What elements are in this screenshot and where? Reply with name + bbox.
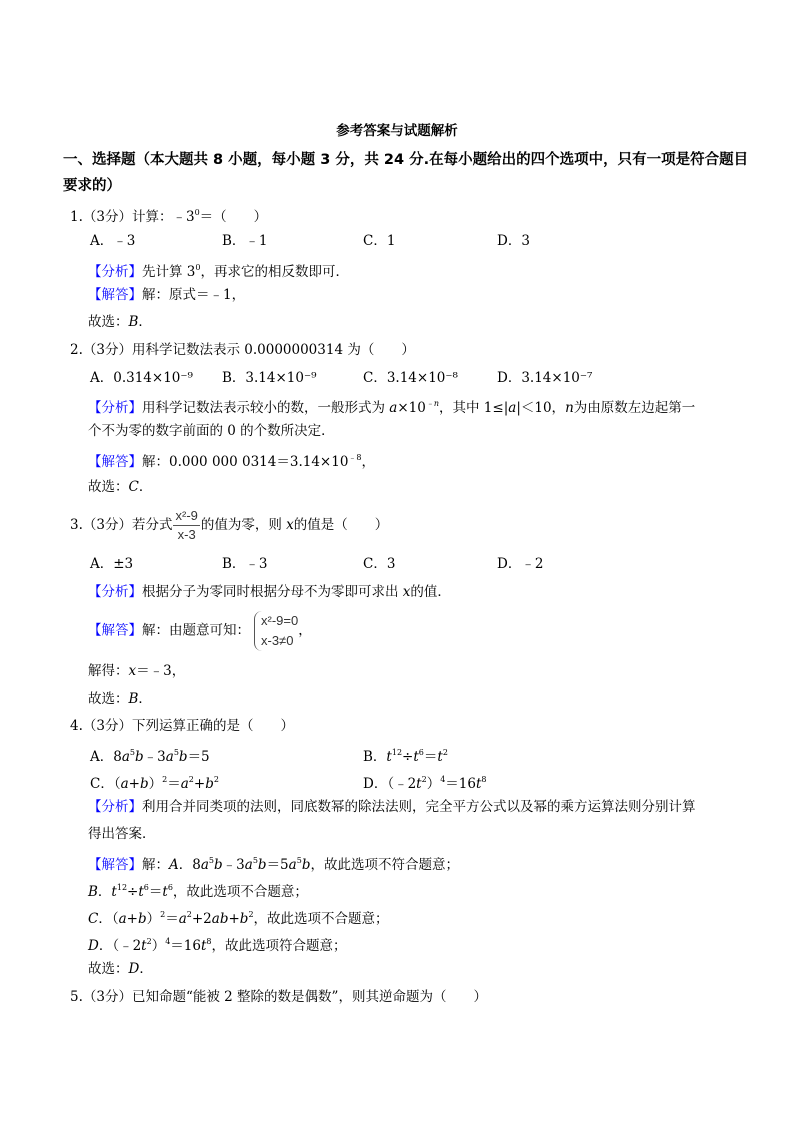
option-b: B．﹣1 (222, 233, 268, 249)
text-segment: ﹣3 (143, 749, 166, 765)
text-segment: t (386, 749, 392, 765)
text-segment: ÷ (402, 749, 414, 765)
text-segment: 利用合并同类项的法则，同底数幂的除法法则，完全平方公式以及幂的乘方运算法则分别计算 (142, 799, 696, 815)
text-segment: t (141, 938, 147, 954)
text-segment: a (121, 749, 130, 765)
option-b: B．﹣3 (222, 556, 268, 572)
text-segment: x (128, 663, 137, 679)
explanation-line (88, 395, 695, 417)
question-stem (70, 988, 487, 1006)
text-segment: x (402, 584, 411, 600)
explanation-line (88, 852, 459, 874)
options-row (70, 555, 720, 573)
text-segment: 故选： (88, 691, 129, 707)
text-segment: 5 (296, 856, 302, 865)
text-segment: 5.（3分）已知命题“能被 2 整除的数是偶数”，则其逆命题为（ ） (70, 989, 487, 1005)
text-segment: D (88, 938, 99, 954)
text-segment: ÷ (127, 884, 139, 900)
text-segment: ） (146, 911, 161, 927)
text-segment: a (389, 400, 398, 416)
option-c: C．3 (363, 556, 396, 572)
text-segment: 4.（3分）下列运算正确的是（ ） (70, 718, 294, 734)
text-segment: 2 (160, 910, 166, 919)
text-segment: a (200, 857, 209, 873)
explanation-line (88, 960, 153, 978)
fraction (173, 507, 199, 544)
text-segment: 为由原数左边起第一 (573, 400, 696, 416)
text-segment: ） (151, 938, 166, 954)
text-segment: a (178, 911, 187, 927)
text-segment: t (437, 749, 443, 765)
text-segment: B (88, 884, 98, 900)
text-segment: 个不为零的数字前面的 0 的个数所决定． (88, 423, 335, 439)
option-c: C．1 (363, 233, 396, 249)
equation: x²-9=0 (261, 613, 299, 628)
text-segment: a (288, 857, 297, 873)
explanation-line (88, 313, 152, 331)
text-segment: 8 (206, 937, 212, 946)
text-segment: 8 (481, 775, 487, 784)
text-segment: 12 (116, 883, 128, 892)
text-segment: B (128, 314, 139, 330)
text-segment: D．（﹣2 (363, 776, 417, 792)
explanation-line (88, 449, 375, 471)
options-row (70, 744, 720, 765)
text-segment: 2 (186, 910, 192, 919)
text-segment: ．（﹣2 (98, 938, 142, 954)
text-segment: 6 (143, 883, 149, 892)
section-label: 【分析】 (88, 400, 142, 416)
text-segment: ﹣8 (348, 453, 362, 462)
text-segment: b (214, 857, 223, 873)
explanation-line (88, 662, 185, 680)
text-segment: ，故此选项不合题意； (253, 911, 389, 927)
options-row (70, 369, 720, 387)
text-segment: 解得： (88, 663, 129, 679)
explanation-line (88, 798, 696, 816)
text-segment: ） (426, 776, 441, 792)
text-segment: b (205, 776, 214, 792)
text-segment: 12 (391, 748, 403, 757)
explanation-line (88, 286, 245, 304)
section-label: 【解答】 (88, 454, 142, 470)
text-segment: 2 (213, 775, 219, 784)
text-segment: ＝5 (187, 749, 210, 765)
text-segment: 一、选择题（本大题共 8 小题，每小题 3 分，共 24 分.在每小题给出的四个选项中，只有一项是符合题目 (63, 152, 749, 168)
options-row (70, 771, 720, 792)
options-row (70, 232, 720, 250)
explanation-line (88, 879, 308, 901)
option-a: A．±3 (90, 556, 134, 572)
text-segment: ． (139, 961, 153, 977)
text-segment: 解： (142, 857, 169, 873)
text-segment: ＝﹣3， (136, 663, 186, 679)
text-segment: + (193, 776, 206, 792)
option-d: D．﹣2 (497, 556, 544, 572)
text-segment: ． (138, 479, 153, 495)
text-segment: ＝16 (445, 776, 476, 792)
text-segment: t (413, 749, 419, 765)
text-segment: ＝（ ） (199, 209, 268, 225)
text-segment: B (128, 691, 139, 707)
option-item (90, 771, 219, 793)
section-label: 【解答】 (88, 622, 142, 639)
section-label: 【分析】 (88, 799, 142, 815)
text-segment: + (128, 776, 140, 792)
option-item (363, 771, 487, 793)
explanation-line (88, 906, 389, 928)
text-segment: b (239, 911, 249, 927)
text-segment: a (244, 857, 253, 873)
explanation-line (88, 583, 451, 601)
section-label: 【分析】 (88, 264, 142, 280)
text-segment: 5 (129, 748, 135, 757)
text-segment: t (200, 938, 207, 954)
text-segment: +2 (191, 911, 212, 927)
text-segment: ×10 (397, 400, 426, 416)
text-segment: ． (138, 314, 152, 330)
option-a: A．0.314×10⁻⁹ (90, 370, 193, 386)
text-segment: ， (298, 622, 312, 639)
text-segment: b (178, 749, 188, 765)
text-segment: n (565, 400, 574, 416)
text-segment: ，故此选项不符合题意； (310, 857, 459, 873)
equation: x-3≠0 (261, 633, 294, 648)
text-segment: + (126, 911, 138, 927)
text-segment: 3.（3分）若分式 (70, 517, 173, 533)
text-segment: ．8 (178, 857, 201, 873)
text-segment: t (416, 776, 422, 792)
text-segment: b (137, 911, 147, 927)
text-segment: ＝ (165, 911, 179, 927)
text-segment: ab (211, 911, 229, 927)
text-segment: 4 (165, 937, 171, 946)
text-segment: 5 (252, 856, 258, 865)
question-stem (70, 717, 294, 735)
text-segment: 2 (188, 775, 194, 784)
text-segment: b (301, 857, 311, 873)
text-segment: ， (361, 454, 375, 470)
text-segment: 0 (194, 208, 200, 217)
text-segment: ﹣3 (222, 857, 245, 873)
section-label: 【解答】 (88, 857, 142, 873)
text-segment: b (257, 857, 267, 873)
text-segment: ﹣n (425, 399, 440, 408)
text-segment: 6 (418, 748, 424, 757)
text-segment: 先计算 3 (142, 264, 196, 280)
section-heading (63, 177, 121, 195)
text-segment: t (475, 776, 482, 792)
text-segment: 故选： (88, 961, 129, 977)
text-segment: ． (97, 884, 112, 900)
text-segment: 4 (440, 775, 446, 784)
text-segment: ，其中 1≤| (439, 400, 509, 416)
text-segment: 故选： (88, 479, 129, 495)
text-segment: ＝ (148, 884, 163, 900)
text-segment: t (162, 884, 168, 900)
question-stem (70, 341, 415, 359)
text-segment: C (88, 911, 99, 927)
text-segment: 根据分子为零同时根据分母不为零即可求出 (142, 584, 403, 600)
text-segment: ＝16 (170, 938, 201, 954)
explanation-line (88, 422, 335, 440)
text-segment: 故选： (88, 314, 129, 330)
text-segment: 2 (442, 748, 448, 757)
page-title: 参考答案与试题解析 (336, 123, 458, 139)
text-segment: 2 (421, 775, 427, 784)
text-segment: A．8 (90, 749, 122, 765)
text-segment: 得出答案． (88, 826, 156, 842)
option-a: A．﹣3 (90, 233, 136, 249)
text-segment: a (508, 400, 517, 416)
explanation-line (88, 825, 156, 843)
text-segment: ＝ (167, 776, 181, 792)
section-heading (63, 151, 748, 169)
text-segment: b (135, 749, 144, 765)
text-segment: C (128, 479, 139, 495)
text-segment: a (120, 776, 129, 792)
text-segment: 2 (162, 775, 168, 784)
text-segment: 要求的） (63, 178, 121, 194)
fraction-denominator: x-3 (177, 527, 196, 542)
option-c: C．3.14×10⁻⁸ (363, 370, 458, 386)
option-item (90, 744, 210, 766)
equation-system (254, 611, 298, 651)
text-segment: 6 (167, 883, 173, 892)
text-segment: + (228, 911, 240, 927)
option-d: D．3.14×10⁻⁷ (497, 370, 593, 386)
text-segment: t (111, 884, 117, 900)
text-segment: ，再求它的相反数即可． (200, 264, 349, 280)
text-segment: a (180, 776, 189, 792)
text-segment: ＝ (423, 749, 438, 765)
text-segment: ） (148, 776, 163, 792)
option-item (363, 744, 448, 766)
option-b: B．3.14×10⁻⁹ (222, 370, 317, 386)
explanation-line (88, 611, 312, 651)
explanation-line (88, 690, 152, 708)
text-segment: 的值． (410, 584, 451, 600)
text-segment: ． (138, 691, 152, 707)
question-stem (70, 507, 388, 544)
text-segment: 解：由题意可知： (142, 622, 250, 639)
text-segment: a (165, 749, 174, 765)
section-label: 【解答】 (88, 287, 142, 303)
fraction-numerator: x²-9 (173, 507, 199, 526)
text-segment: ，故此选项符合题意； (211, 938, 347, 954)
text-segment: |＜10， (516, 400, 566, 416)
explanation-line (88, 478, 152, 496)
text-segment: 2.（3分）用科学记数法表示 0.0000000314 为（ ） (70, 342, 415, 358)
text-segment: 2 (248, 910, 254, 919)
explanation-line (88, 259, 349, 281)
variable: x (286, 517, 294, 533)
text-segment: C．（ (90, 776, 121, 792)
text-segment: 1.（3分）计算：﹣3 (70, 209, 195, 225)
text-segment: a (118, 911, 127, 927)
text-segment: 的值是（ ） (293, 517, 389, 533)
text-segment: 用科学记数法表示较小的数，一般形式为 (142, 400, 390, 416)
text-segment: b (139, 776, 149, 792)
text-segment: 2 (146, 937, 152, 946)
text-segment: A (169, 857, 179, 873)
question-stem (70, 204, 267, 226)
text-segment: B． (363, 749, 387, 765)
text-segment: 5 (173, 748, 179, 757)
text-segment: ．（ (98, 911, 119, 927)
text-segment: 解：原式＝﹣1， (142, 287, 246, 303)
text-segment: 5 (208, 856, 214, 865)
text-segment: D (128, 961, 140, 977)
text-segment: ，故此选项不合题意； (172, 884, 308, 900)
text-segment: 的值为零，则 (200, 517, 287, 533)
section-label: 【分析】 (88, 584, 142, 600)
text-segment: 解：0.000 000 0314＝3.14×10 (142, 454, 349, 470)
text-segment: 0 (195, 263, 201, 272)
text-segment: ＝5 (266, 857, 289, 873)
explanation-line (88, 933, 347, 955)
text-segment: t (138, 884, 144, 900)
option-d: D．3 (497, 233, 530, 249)
